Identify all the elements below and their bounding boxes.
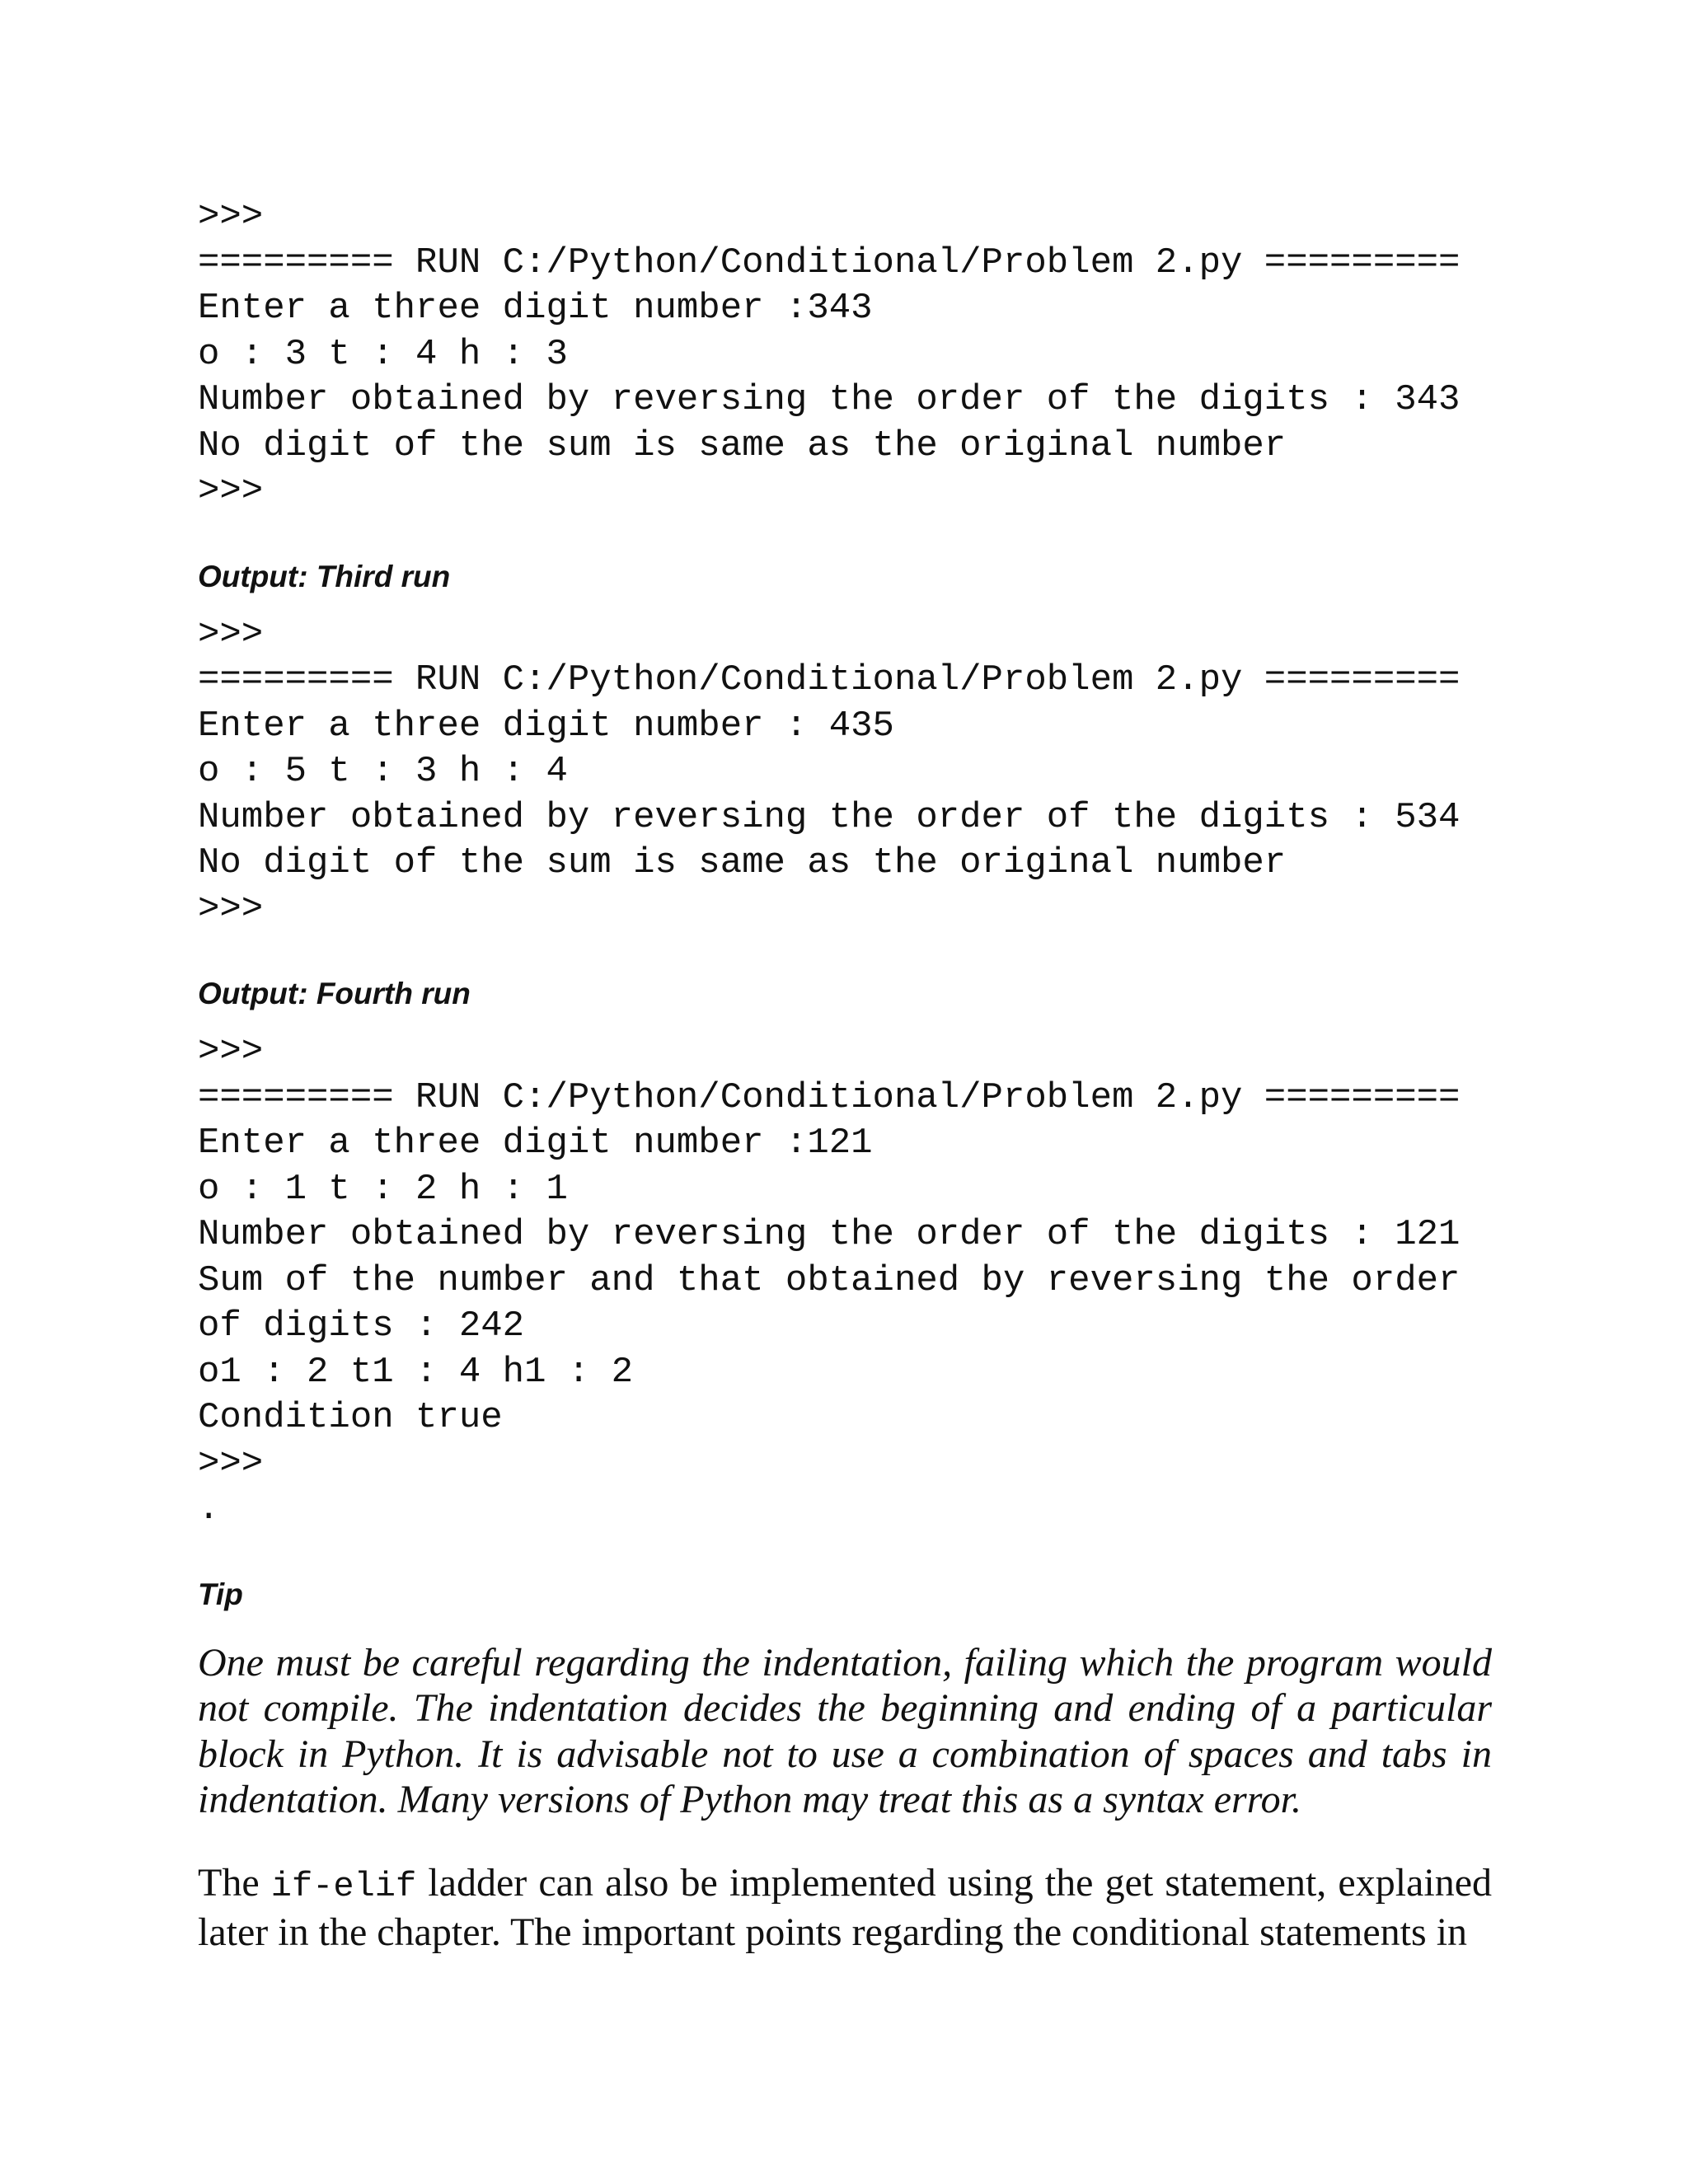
code-line: . <box>198 1488 220 1530</box>
code-line: Enter a three digit number : 435 <box>198 705 894 747</box>
third-run-heading: Output: Third run <box>198 559 451 593</box>
code-line: ========= RUN C:/Python/Conditional/Problem 2.py ========= <box>198 659 1461 701</box>
code-line: ========= RUN C:/Python/Conditional/Problem 2.py ========= <box>198 1076 1461 1118</box>
code-line: o1 : 2 t1 : 4 h1 : 2 <box>198 1351 634 1393</box>
code-line: >>> <box>198 888 264 930</box>
code-line: >>> <box>198 1442 264 1484</box>
document-page <box>198 194 1492 1956</box>
code-line: No digit of the sum is same as the original number <box>198 424 1287 466</box>
code-line: Number obtained by reversing the order of the digits : 343 <box>198 379 1461 420</box>
code-line: Sum of the number and that obtained by reversing the order <box>198 1259 1461 1301</box>
code-line: of digits : 242 <box>198 1305 525 1347</box>
code-line: o : 3 t : 4 h : 3 <box>198 333 568 375</box>
fourth-run-heading: Output: Fourth run <box>198 977 471 1010</box>
code-line: Number obtained by reversing the order of the digits : 121 <box>198 1214 1461 1255</box>
code-line: o : 1 t : 2 h : 1 <box>198 1168 568 1210</box>
code-line: >>> <box>198 613 264 655</box>
tip-paragraph: One must be careful regarding the indentation, failing which the program would not compile. The indentation decides the beginning and ending of a particular block in Python. It is advisable not to use a combination of spaces and tabs in indentation. Many versions of Python may treat this as a syntax error. <box>198 1640 1492 1821</box>
closing-paragraph <box>198 1860 1492 1956</box>
second-run-output <box>198 194 1492 515</box>
closing-text-start: The <box>198 1860 271 1905</box>
inline-code-if-elif: if-elif <box>270 1866 417 1906</box>
code-line: >>> <box>198 196 264 237</box>
code-line: No digit of the sum is same as the original number <box>198 842 1287 883</box>
code-line: Enter a three digit number :343 <box>198 288 873 329</box>
code-line: Condition true <box>198 1397 503 1438</box>
code-line: ========= RUN C:/Python/Conditional/Problem 2.py ========= <box>198 241 1461 284</box>
third-run-output <box>198 612 1492 933</box>
code-line: o : 5 t : 3 h : 4 <box>198 751 568 792</box>
closing-text-end: ladder can also be implemented using the get statement, explained later in the chapter. The important points regarding the conditional statements in <box>198 1860 1493 1954</box>
code-line: Enter a three digit number :121 <box>198 1122 873 1164</box>
code-line: Number obtained by reversing the order of the digits : 534 <box>198 796 1461 838</box>
fourth-run-output <box>198 1029 1492 1533</box>
code-line: >>> <box>198 471 264 512</box>
code-line: >>> <box>198 1031 264 1072</box>
tip-heading: Tip <box>198 1577 243 1611</box>
